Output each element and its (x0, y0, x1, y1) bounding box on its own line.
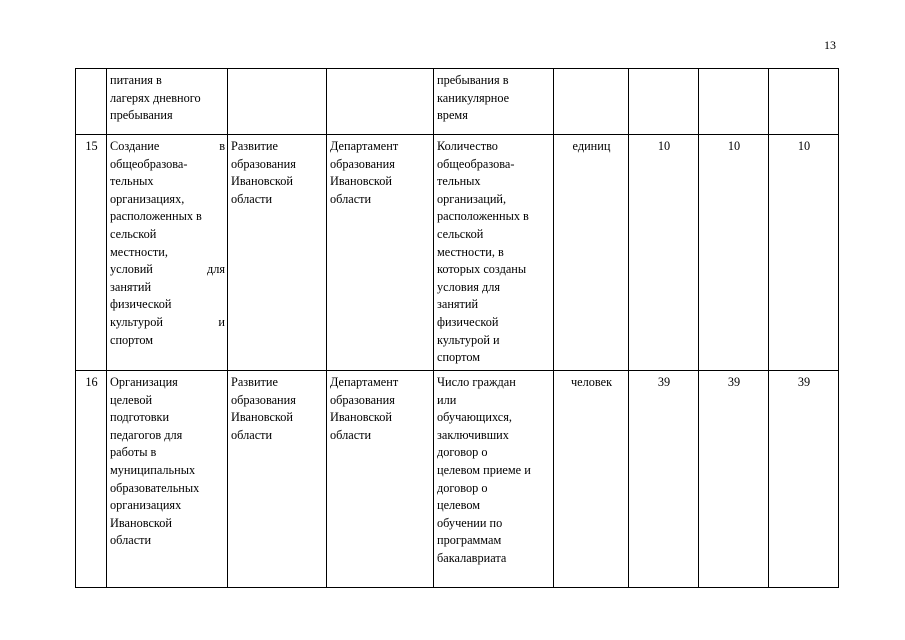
value-cell: 10 (769, 135, 839, 371)
indicator-line: общеобразова- (437, 156, 515, 171)
indicator-line: занятий (437, 297, 479, 312)
executor-line: Ивановской (330, 410, 392, 425)
direction-line: Ивановской (231, 410, 293, 425)
indicator-line: культурой и (437, 332, 500, 347)
direction-line: образования (231, 156, 296, 171)
direction-line: Развитие (231, 375, 278, 389)
table-row (76, 371, 839, 588)
direction-line: Ивановской (231, 174, 293, 189)
indicator-line: условия для (437, 279, 501, 294)
indicator-cell (434, 371, 554, 588)
executor-cell (327, 371, 434, 588)
executor-line: образования (330, 392, 395, 407)
executor-cell (327, 135, 434, 371)
direction-cell (228, 69, 327, 135)
row-number-cell: 15 (76, 135, 107, 371)
executor-line: образования (330, 156, 395, 171)
event-line: подготовки (110, 410, 170, 425)
event-cell (107, 69, 228, 135)
direction-line: области (231, 427, 273, 442)
indicator-line: Число граждан (437, 375, 516, 389)
indicator-line: обучающихся, (437, 410, 512, 425)
event-line: местности, (110, 244, 168, 259)
indicator-line: расположенных в (437, 209, 529, 224)
direction-cell (228, 371, 327, 588)
indicator-line: договор о (437, 480, 488, 495)
indicator-line: организаций, (437, 191, 507, 206)
executor-line: Ивановской (330, 174, 392, 189)
indicator-line: целевом приеме и (437, 462, 531, 477)
event-line: муниципальных (110, 462, 196, 477)
direction-line: Развитие (231, 139, 278, 153)
program-table (75, 68, 839, 588)
indicator-line: тельных (437, 174, 481, 189)
event-line: Ивановской (110, 515, 172, 530)
value-cell (629, 69, 699, 135)
event-line: питания в (110, 73, 162, 87)
direction-line: образования (231, 392, 296, 407)
unit-cell (554, 69, 629, 135)
indicator-line: целевом (437, 498, 481, 513)
indicator-line: договор о (437, 445, 488, 460)
table-row (76, 135, 839, 371)
indicator-line: физической (437, 314, 499, 329)
event-line: Создание в (110, 139, 225, 153)
table-row (76, 69, 839, 135)
event-line: работы в (110, 445, 157, 460)
indicator-line: сельской (437, 226, 484, 241)
executor-line: области (330, 191, 372, 206)
event-line: педагогов для (110, 427, 183, 442)
event-line: спортом (110, 332, 154, 347)
unit-cell: единиц (554, 135, 629, 371)
indicator-line: время (437, 108, 468, 123)
value-cell: 39 (699, 371, 769, 588)
event-cell (107, 135, 228, 371)
indicator-line: программам (437, 533, 502, 548)
event-line: организациях, (110, 191, 185, 206)
executor-line: Департамент (330, 139, 399, 153)
event-line: занятий (110, 279, 152, 294)
indicator-line: которых созданы (437, 262, 527, 277)
direction-cell (228, 135, 327, 371)
event-line: пребывания (110, 108, 173, 123)
event-line: целевой (110, 392, 153, 407)
value-cell: 10 (629, 135, 699, 371)
page-number: 13 (824, 38, 836, 52)
event-line: расположенных в (110, 209, 202, 224)
row-number-cell: 16 (76, 371, 107, 588)
value-cell (769, 69, 839, 135)
value-cell: 10 (699, 135, 769, 371)
indicator-cell (434, 135, 554, 371)
event-line: Организация (110, 375, 178, 389)
indicator-line: Количество (437, 139, 498, 153)
event-line: лагерях дневного (110, 90, 201, 105)
indicator-cell (434, 69, 554, 135)
indicator-line: местности, в (437, 244, 504, 259)
indicator-line: или (437, 392, 457, 407)
row-number-cell (76, 69, 107, 135)
event-line: физической (110, 297, 172, 312)
executor-line: области (330, 427, 372, 442)
event-line: организациях (110, 498, 182, 513)
indicator-line: бакалавриата (437, 550, 507, 565)
executor-line: Департамент (330, 375, 399, 389)
indicator-line: пребывания в (437, 73, 509, 87)
event-line: области (110, 533, 152, 548)
event-line: образовательных (110, 480, 200, 495)
value-cell (699, 69, 769, 135)
value-cell: 39 (769, 371, 839, 588)
direction-line: области (231, 191, 273, 206)
event-cell (107, 371, 228, 588)
event-line: тельных (110, 174, 154, 189)
executor-cell (327, 69, 434, 135)
indicator-line: спортом (437, 350, 481, 365)
event-line: условий для (110, 262, 225, 277)
event-line: общеобразова- (110, 156, 188, 171)
value-cell: 39 (629, 371, 699, 588)
event-line: сельской (110, 226, 157, 241)
event-line: культурой и (110, 314, 225, 329)
indicator-line: обучении по (437, 515, 503, 530)
unit-cell: человек (554, 371, 629, 588)
indicator-line: каникулярное (437, 90, 510, 105)
indicator-line: заключивших (437, 427, 509, 442)
